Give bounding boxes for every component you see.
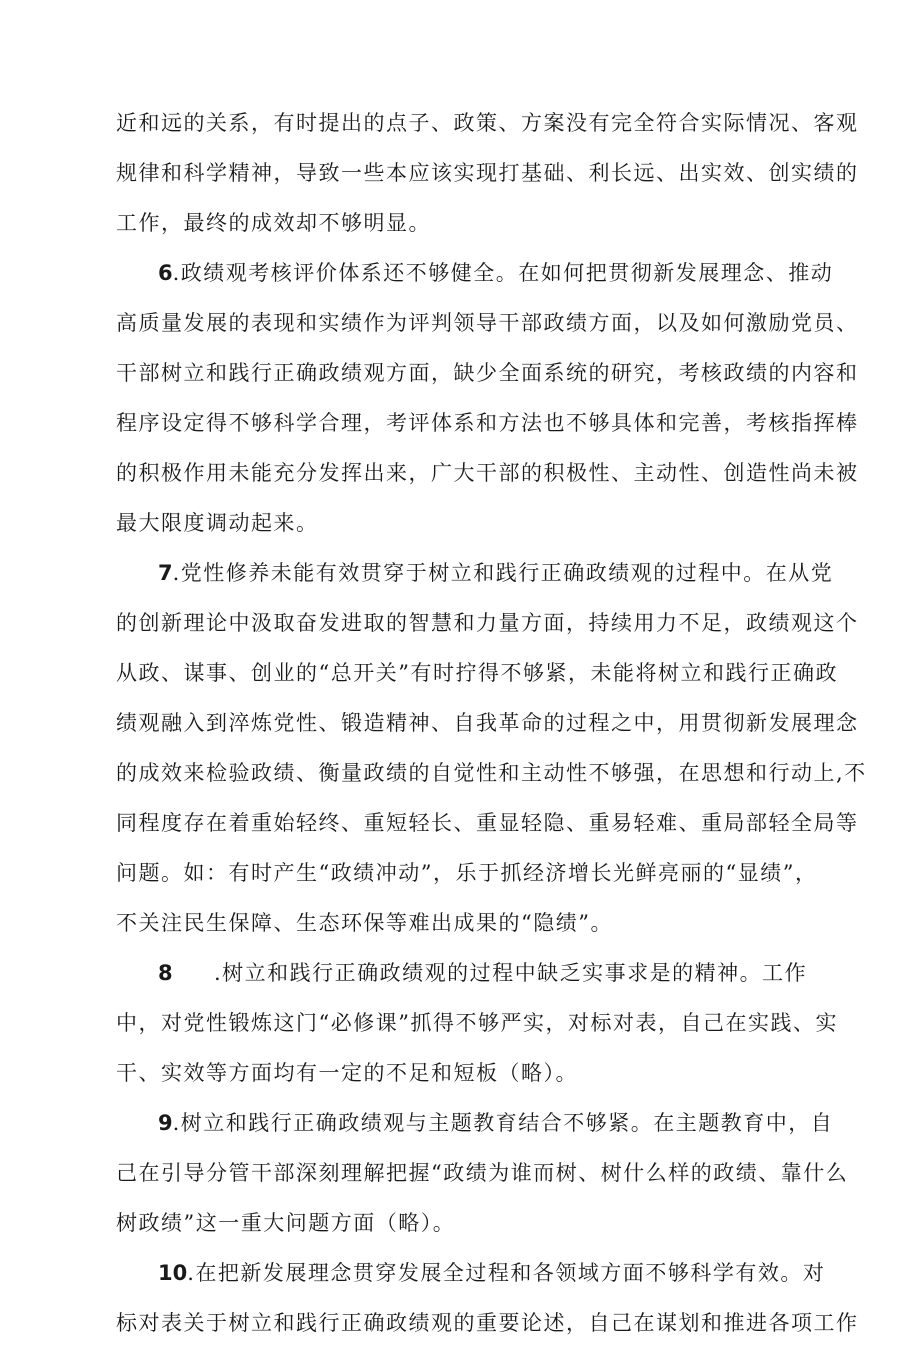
paragraph-first-line	[116, 1098, 834, 1148]
item-heading-text: .党性修养未能有效贯穿于树立和践行正确政绩观的过程中。在从党	[172, 561, 834, 585]
text-line: 的成效来检验政绩、衡量政绩的自觉性和主动性不够强，在思想和行动上,不	[116, 761, 867, 785]
text-line: 树政绩”这一重大问题方面（略）。	[116, 1211, 456, 1235]
item-number: 10	[158, 1261, 188, 1285]
document-body	[116, 98, 867, 1348]
paragraph-item-7	[116, 548, 867, 948]
text-line: 最大限度调动起来。	[116, 511, 319, 535]
paragraph-item-9	[116, 1098, 849, 1248]
text-line: 的创新理论中汲取奋发进取的智慧和力量方面，持续用力不足，政绩观这个	[116, 611, 859, 635]
paragraph-continuation	[116, 98, 859, 248]
text-line: 不关注民生保障、生态环保等难出成果的“隐绩”。	[116, 911, 613, 935]
paragraph-first-line	[116, 248, 834, 298]
item-number: 7	[158, 561, 173, 585]
item-number: 9	[158, 1111, 173, 1135]
text-line: 高质量发展的表现和实绩作为评判领导干部政绩方面，以及如何激励党员、	[116, 311, 859, 335]
text-line: 同程度存在着重始轻终、重短轻长、重显轻隐、重易轻难、重局部轻全局等	[116, 811, 859, 835]
paragraph-first-line	[116, 1248, 828, 1298]
text-line: 工作，最终的成效却不够明显。	[116, 211, 431, 235]
item-number: 8	[158, 961, 175, 985]
text-line: 近和远的关系，有时提出的点子、政策、方案没有完全符合实际情况、客观	[116, 111, 859, 135]
text-line: 标对表关于树立和践行正确政绩观的重要论述，自己在谋划和推进各项工作	[116, 1311, 859, 1335]
paragraph-first-line	[116, 548, 834, 598]
text-line: 问题。如：有时产生“政绩冲动”，乐于抓经济增长光鲜亮丽的“显绩”，	[116, 861, 818, 885]
text-line: 己在引导分管干部深刻理解把握“政绩为谁而树、树什么样的政绩、靠什么	[116, 1161, 849, 1185]
paragraph-item-6	[116, 248, 859, 548]
text-line: 从政、谋事、创业的“总开关”有时拧得不够紧，未能将树立和践行正确政	[116, 661, 838, 685]
text-line: 绩观融入到淬炼党性、锻造精神、自我革命的过程之中，用贯彻新发展理念	[116, 711, 859, 735]
text-line: 干部树立和践行正确政绩观方面，缺少全面系统的研究，考核政绩的内容和	[116, 361, 859, 385]
item-heading-text: .树立和践行正确政绩观与主题教育结合不够紧。在主题教育中，自	[172, 1111, 834, 1135]
item-heading-text: .在把新发展理念贯穿发展全过程和各领域方面不够科学有效。对	[187, 1261, 826, 1285]
item-number: 6	[158, 261, 173, 285]
text-line: 规律和科学精神，导致一些本应该实现打基础、利长远、出实效、创实绩的	[116, 161, 859, 185]
item-heading-text: .政绩观考核评价体系还不够健全。在如何把贯彻新发展理念、推动	[172, 261, 834, 285]
text-line: 干、实效等方面均有一定的不足和短板（略）。	[116, 1061, 578, 1085]
text-line: 中，对党性锻炼这门“必修课”抓得不够严实，对标对表，自己在实践、实	[116, 1011, 838, 1035]
item-heading-text: .树立和践行正确政绩观的过程中缺乏实事求是的精神。工作	[214, 961, 808, 985]
text-line: 程序设定得不够科学合理，考评体系和方法也不够具体和完善，考核指挥棒	[116, 411, 859, 435]
paragraph-first-line	[116, 948, 828, 998]
paragraph-item-8	[116, 948, 838, 1098]
text-line: 的积极作用未能充分发挥出来，广大干部的积极性、主动性、创造性尚未被	[116, 461, 859, 485]
paragraph-item-10	[116, 1248, 859, 1348]
